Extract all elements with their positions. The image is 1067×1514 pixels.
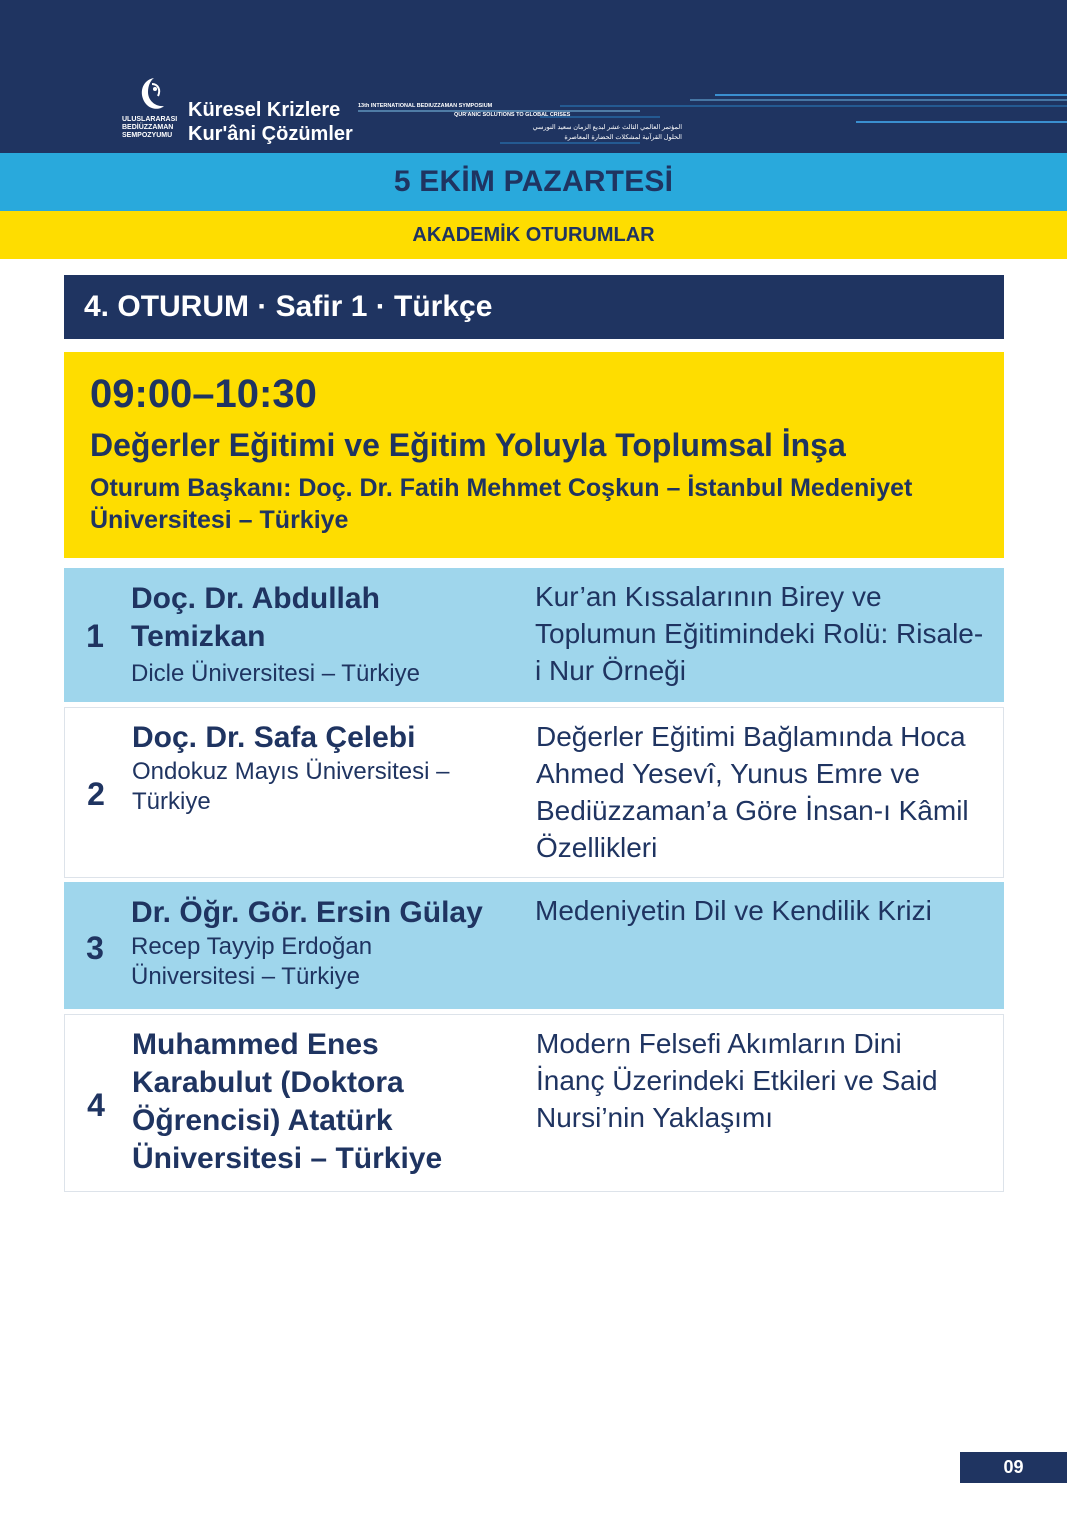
page-header	[0, 0, 1067, 153]
speaker-info	[131, 894, 491, 992]
speaker-row	[64, 707, 1004, 878]
session-info-block	[64, 352, 1004, 558]
logo-caption-line: BEDİÜZZAMAN	[122, 124, 174, 131]
session-title: 4. OTURUM · Safir 1 · Türkçe	[84, 290, 493, 323]
english-line: 13th INTERNATIONAL BEDIUZZAMAN SYMPOSIUM	[358, 103, 493, 109]
speaker-name: Doç. Dr. Safa Çelebi	[132, 721, 416, 754]
crescent-emblem-icon	[134, 76, 168, 114]
brand-title	[188, 98, 353, 146]
speaker-row	[64, 882, 1004, 1009]
arabic-line: الحلول القرآنية لمشكلات الحضارة المعاصرة	[564, 134, 682, 141]
speaker-row	[64, 1014, 1004, 1192]
speaker-name: Dr. Öğr. Gör. Ersin Gülay	[131, 896, 483, 929]
speaker-affiliation: Ondokuz Mayıs Üniversitesi – Türkiye	[132, 758, 450, 815]
paper-title: Kur’an Kıssalarının Birey ve Toplumun Eğitimindeki Rolü: Risale-i Nur Örneği	[535, 581, 984, 686]
speaker-name: Doç. Dr. Abdullah Temizkan	[131, 582, 380, 653]
paper-title: Medeniyetin Dil ve Kendilik Krizi	[535, 895, 932, 926]
arabic-line: المؤتمر العالمي الثالث عشر لبديع الزمان سعيد النورسي	[532, 124, 682, 131]
page-number: 09	[960, 1452, 1067, 1483]
english-line: QUR'ANIC SOLUTIONS TO GLOBAL CRISES	[454, 112, 571, 118]
session-chair: Oturum Başkanı: Doç. Dr. Fatih Mehmet Coşkun – İstanbul Medeniyet Üniversitesi – Türkiye	[90, 474, 913, 534]
arabic-subtitle	[498, 123, 682, 143]
day-band	[0, 153, 1067, 211]
speaker-affiliation: Recep Tayyip Erdoğan Üniversitesi – Türkiye	[131, 933, 373, 990]
english-subtitle	[358, 102, 570, 120]
brand-line: Kur'âni Çözümler	[188, 123, 353, 145]
day-title: 5 EKİM PAZARTESİ	[393, 165, 674, 198]
symposium-logo	[122, 76, 184, 144]
paper-title: Değerler Eğitimi Bağlamında Hoca Ahmed Yesevî, Yunus Emre ve Bediüzzaman’a Göre İnsan-ı Kâmil Özellikleri	[536, 721, 969, 863]
brand-line: Küresel Krizlere	[188, 99, 341, 121]
speaker-number: 1	[86, 618, 104, 654]
logo-caption-line: ULUSLARARASI	[122, 116, 178, 123]
session-bar	[64, 275, 1004, 339]
section-band	[0, 211, 1067, 259]
session-topic: Değerler Eğitimi ve Eğitim Yoluyla Toplumsal İnşa	[90, 427, 846, 463]
speaker-name: Muhammed Enes Karabulut (Doktora Öğrencisi) Atatürk Üniversitesi – Türkiye	[132, 1028, 443, 1175]
speaker-number: 2	[87, 776, 105, 812]
speaker-number: 3	[86, 930, 104, 966]
speaker-info	[132, 719, 472, 817]
logo-caption-line: SEMPOZYUMU	[122, 132, 173, 139]
speaker-row	[64, 568, 1004, 702]
section-title: AKADEMİK OTURUMLAR	[412, 223, 655, 246]
speaker-info	[132, 1026, 477, 1178]
logo-caption	[122, 116, 184, 140]
paper-title: Modern Felsefi Akımların Dini İnanç Üzerindeki Etkileri ve Said Nursi’nin Yaklaşımı	[536, 1028, 938, 1133]
session-time: 09:00–10:30	[90, 372, 317, 416]
speaker-affiliation: Dicle Üniversitesi – Türkiye	[131, 660, 420, 687]
speaker-info	[131, 580, 511, 689]
speaker-number: 4	[87, 1087, 105, 1123]
